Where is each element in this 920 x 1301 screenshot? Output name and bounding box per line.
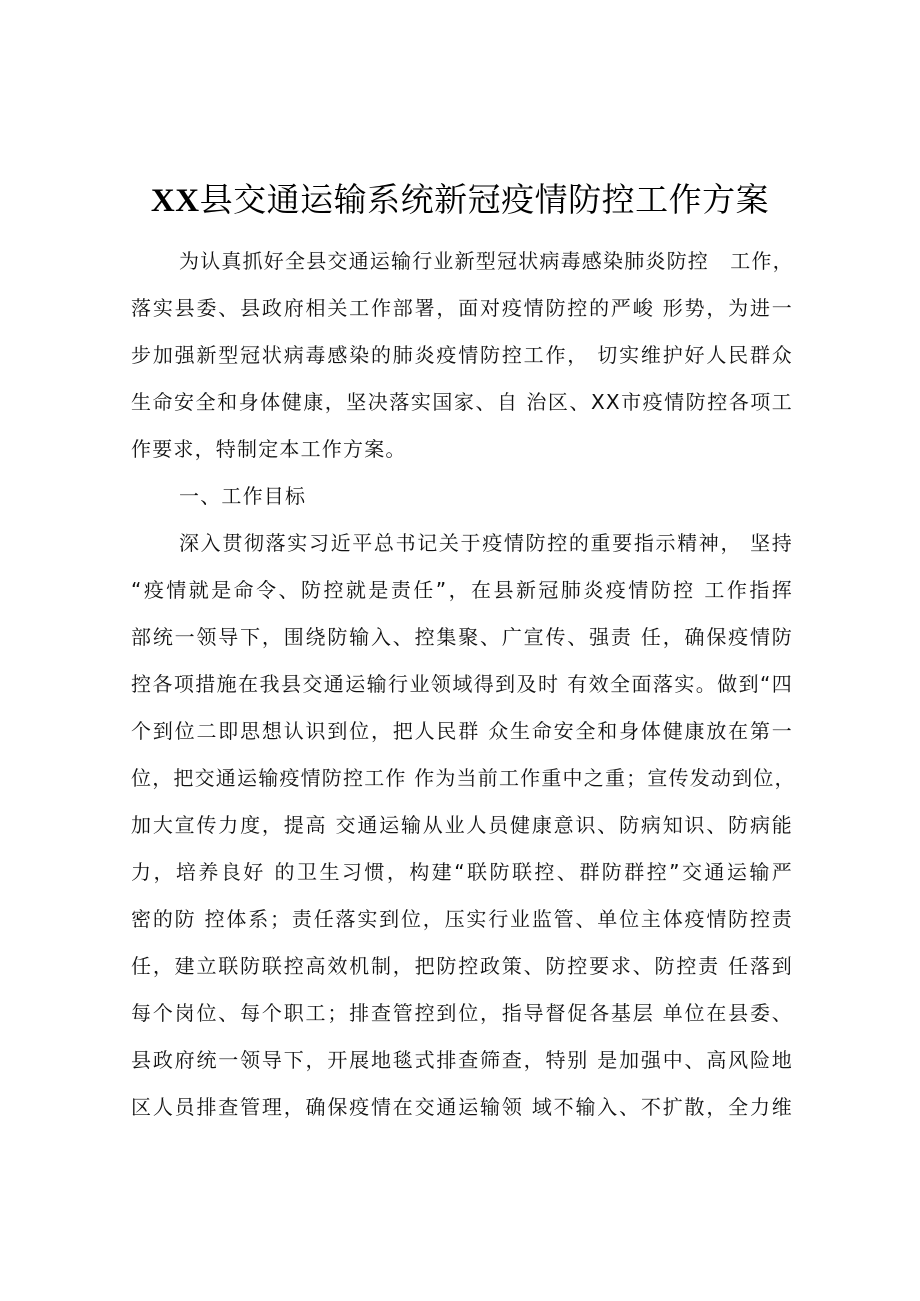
paragraph-line: 密的防 控体系；责任落实到位，压实行业监管、单位主体疫情防控责 [131, 907, 793, 931]
paragraph-line: 落实县委、县政府相关工作部署，面对疫情防控的严峻 形势，为进一 [131, 296, 793, 320]
paragraph-line: 控各项措施在我县交通运输行业领域得到及时 有效全面落实。做到“四 [131, 672, 793, 696]
document-title-prefix: XX [150, 183, 200, 219]
paragraph-line: 区人员排查管理，确保疫情在交通运输领 域不输入、不扩散，全力维 [131, 1095, 793, 1119]
paragraph-line: 部统一领导下，围绕防输入、控集聚、广宣传、强责 任，确保疫情防 [131, 625, 793, 649]
paragraph-line: 作要求，特制定本工作方案。 [131, 437, 407, 461]
paragraph-line: 步加强新型冠状病毒感染的肺炎疫情防控工作， 切实维护好人民群众 [131, 343, 793, 367]
paragraph-line: 个到位二即思想认识到位，把人民群 众生命安全和身体健康放在第一 [131, 719, 793, 743]
paragraph-line: 为认真抓好全县交通运输行业新型冠状病毒感染肺炎防控 工作， [179, 249, 794, 273]
paragraph-line: 深入贯彻落实习近平总书记关于疫情防控的重要指示精神， 坚持 [179, 531, 793, 555]
paragraph-line: 县政府统一领导下，开展地毯式排查筛查，特别 是加强中、高风险地 [131, 1048, 793, 1072]
paragraph-line: 生命安全和身体健康，坚决落实国家、自 治区、XX市疫情防控各项工 [131, 390, 793, 414]
section-heading: 一、工作目标 [179, 484, 307, 508]
document-title [0, 178, 920, 223]
document-body [131, 238, 796, 1131]
paragraph-line: 加大宣传力度，提高 交通运输从业人员健康意识、防病知识、防病能 [131, 813, 793, 837]
paragraph-line: 任，建立联防联控高效机制，把防控政策、防控要求、防控责 任落到 [131, 954, 793, 978]
paragraph-line: “疫情就是命令、防控就是责任”，在县新冠肺炎疫情防控 工作指挥 [131, 578, 793, 602]
document-title-text: 县交通运输系统新冠疫情防控工作方案 [199, 180, 770, 219]
paragraph-line: 每个岗位、每个职工；排查管控到位，指导督促各基层 单位在县委、 [131, 1001, 793, 1025]
paragraph-line: 力，培养良好 的卫生习惯，构建“联防联控、群防群控”交通运输严 [131, 860, 793, 884]
paragraph-line: 位，把交通运输疫情防控工作 作为当前工作重中之重；宣传发动到位， [131, 766, 796, 790]
